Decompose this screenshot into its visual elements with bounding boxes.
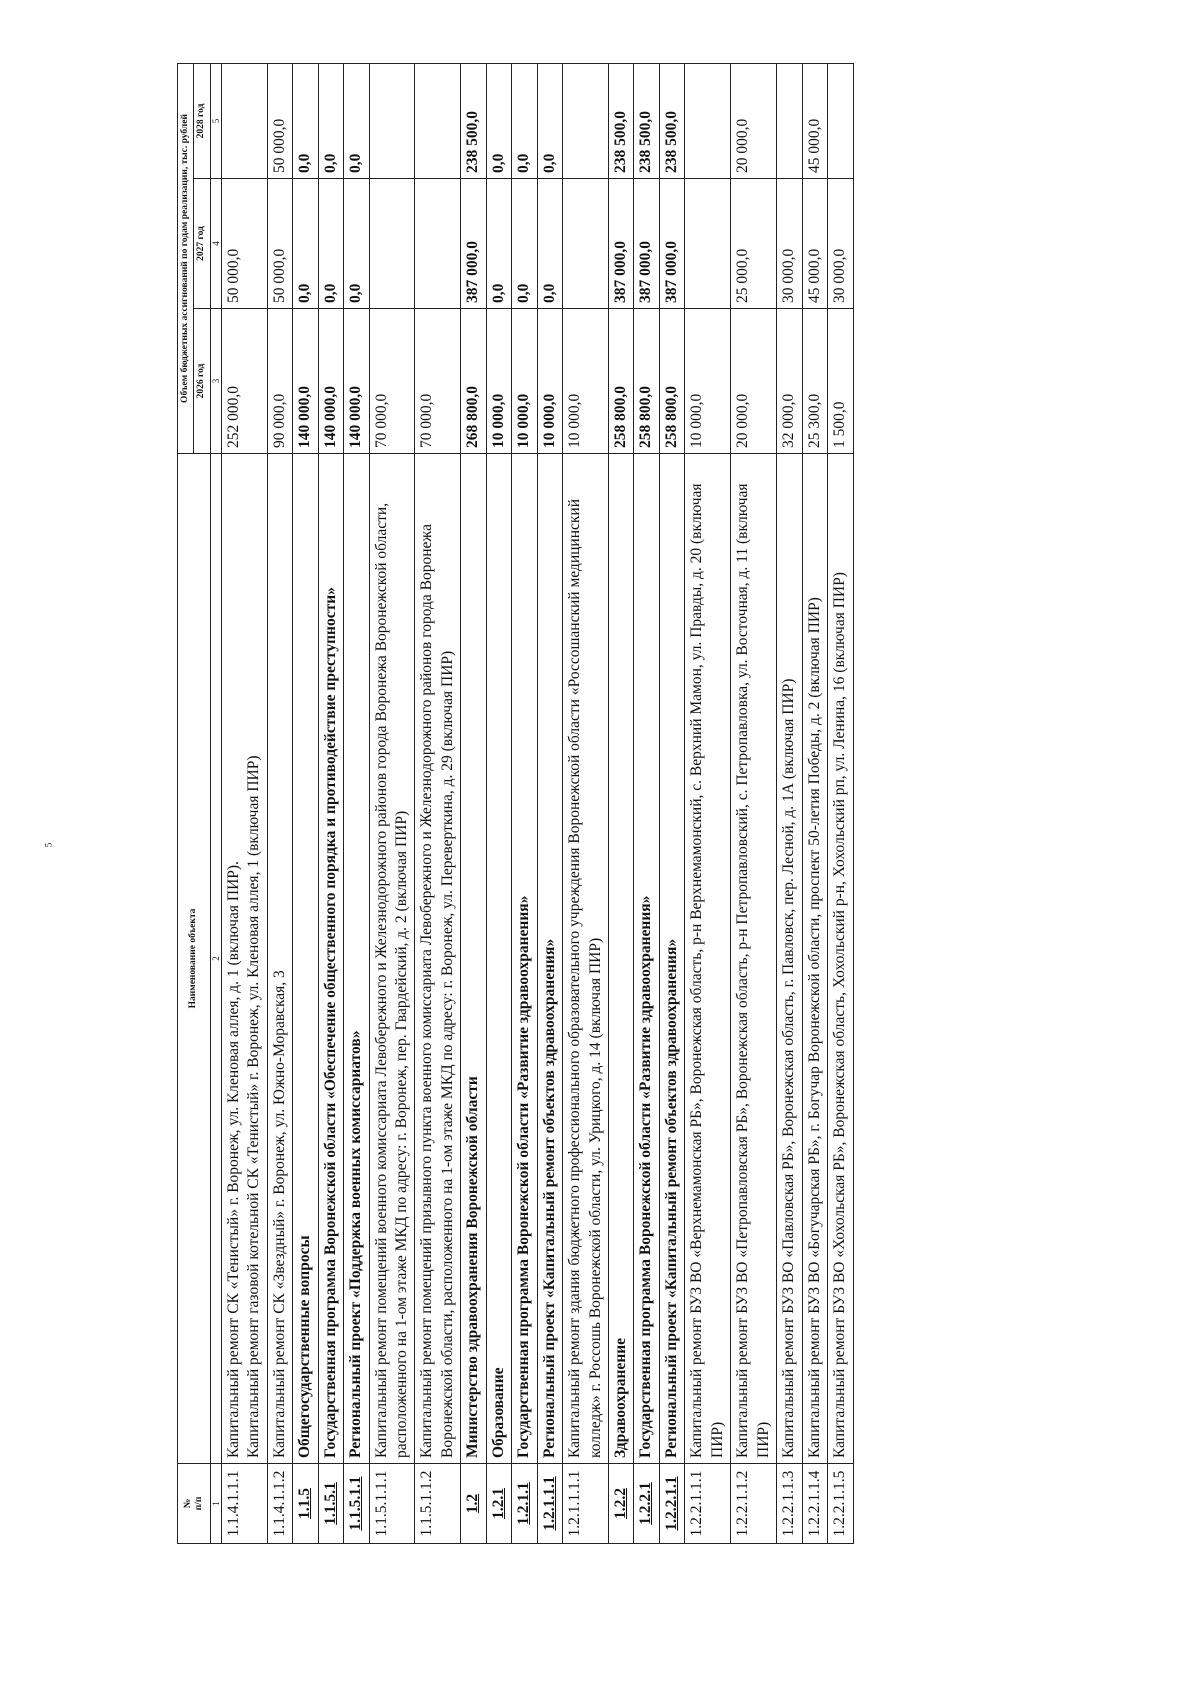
- value-2028: [685, 63, 731, 178]
- value-2026: 10 000,0: [512, 309, 537, 454]
- page-number: 5: [43, 842, 54, 848]
- column-number: 4: [210, 179, 221, 309]
- table-row: [609, 63, 634, 1543]
- row-name: Государственная программа Воронежской области «Развитие здравоохранения»: [512, 454, 537, 1464]
- table-row: [369, 63, 415, 1543]
- budget-table: [177, 63, 854, 1544]
- row-number: 1.2.2.1.1.3: [777, 1464, 802, 1544]
- rotated-table-frame: [177, 64, 1060, 1544]
- value-2028: 0,0: [486, 63, 511, 178]
- row-name: Капитальный ремонт БУЗ ВО «Богучарская РБ», г. Богучар Воронежской области, проспект 50-летия Победы, д. 2 (включая ПИР): [802, 454, 827, 1464]
- row-number: 1.1.5.1.1.1: [369, 1464, 415, 1544]
- header-2028: 2028 год: [194, 63, 210, 178]
- value-2028: 0,0: [293, 63, 318, 178]
- row-name: Региональный проект «Поддержка военных комиссариатов»: [344, 454, 369, 1464]
- row-number: 1.2.2.1: [634, 1464, 659, 1544]
- value-2027: [369, 179, 415, 309]
- value-2026: 258 800,0: [609, 309, 634, 454]
- row-name: Общегосударственные вопросы: [293, 454, 318, 1464]
- value-2026: 252 000,0: [221, 309, 267, 454]
- row-number: 1.2.1.1.1.1: [563, 1464, 609, 1544]
- table-row: [318, 63, 343, 1543]
- value-2028: 50 000,0: [267, 63, 292, 178]
- value-2026: 20 000,0: [731, 309, 777, 454]
- value-2027: 0,0: [486, 179, 511, 309]
- row-number: 1.1.4.1.1.1: [221, 1464, 267, 1544]
- table-row: [777, 63, 802, 1543]
- value-2027: 387 000,0: [634, 179, 659, 309]
- header-2027: 2027 год: [194, 179, 210, 309]
- row-number: 1.2.2: [609, 1464, 634, 1544]
- value-2028: [369, 63, 415, 178]
- value-2027: 0,0: [537, 179, 562, 309]
- value-2027: 0,0: [293, 179, 318, 309]
- table-row: [221, 63, 267, 1543]
- row-name: Капитальный ремонт БУЗ ВО «Петропавловская РБ», Воронежская область, р-н Петропавловский, с. Петропавловка, ул. Восточная, д. 11 (включая ПИР): [731, 454, 777, 1464]
- row-number: 1.2.2.1.1.5: [828, 1464, 853, 1544]
- value-2026: 25 300,0: [802, 309, 827, 454]
- table-row: [828, 63, 853, 1543]
- value-2027: 387 000,0: [609, 179, 634, 309]
- table-row: [685, 63, 731, 1543]
- row-number: 1.2.1: [486, 1464, 511, 1544]
- value-2026: 258 800,0: [659, 309, 684, 454]
- row-name: Капитальный ремонт БУЗ ВО «Хохольская РБ», Воронежская область, Хохольский р-н, Хохольский рп, ул. Ленина, 16 (включая ПИР): [828, 454, 853, 1464]
- value-2026: 10 000,0: [537, 309, 562, 454]
- header-name: Наименование объекта: [178, 454, 211, 1464]
- value-2028: 238 500,0: [659, 63, 684, 178]
- row-name: Капитальный ремонт БУЗ ВО «Павловская РБ», Воронежская область, г. Павловск, пер. Лесной, д. 1А (включая ПИР): [777, 454, 802, 1464]
- value-2027: [415, 179, 461, 309]
- value-2026: 10 000,0: [486, 309, 511, 454]
- column-number: 2: [210, 454, 221, 1464]
- row-number: 1.1.5.1.1: [344, 1464, 369, 1544]
- row-name: Министерство здравоохранения Воронежской области: [461, 454, 486, 1464]
- row-number: 1.2.1.1: [512, 1464, 537, 1544]
- value-2027: 25 000,0: [731, 179, 777, 309]
- value-2028: 0,0: [512, 63, 537, 178]
- value-2028: 238 500,0: [461, 63, 486, 178]
- value-2028: 45 000,0: [802, 63, 827, 178]
- row-number: 1.1.5.1: [318, 1464, 343, 1544]
- value-2027: 0,0: [318, 179, 343, 309]
- table-row: [344, 63, 369, 1543]
- table-row: [563, 63, 609, 1543]
- value-2027: [685, 179, 731, 309]
- header-num: № п/п: [178, 1464, 211, 1544]
- row-name: Капитальный ремонт помещений призывного пункта военного комиссариата Левобережного и Железнодорожного районов города Воронежа Воронежской области, расположенного на 1-ом этаже МКД по адресу: г. Воронеж, ул. Переверткина, д. 29 (включая ПИР): [415, 454, 461, 1464]
- table-body: [221, 63, 853, 1543]
- row-number: 1.2.2.1.1.2: [731, 1464, 777, 1544]
- value-2027: 0,0: [512, 179, 537, 309]
- value-2027: [563, 179, 609, 309]
- value-2027: 45 000,0: [802, 179, 827, 309]
- row-name: Капитальный ремонт БУЗ ВО «Верхнемамонская РБ», Воронежская область, р-н Верхнемамонский, с. Верхний Мамон, ул. Правды, д. 20 (включая ПИР): [685, 454, 731, 1464]
- row-name: Региональный проект «Капитальный ремонт объектов здравоохранения»: [659, 454, 684, 1464]
- value-2028: 238 500,0: [634, 63, 659, 178]
- row-name: Капитальный ремонт помещений военного комиссариата Левобережного и Железнодорожного районов города Воронежа Воронежской области, расположенного на 1-ом этаже МКД по адресу: г. Воронеж, пер. Гвардейский, д. 2 (включая ПИР): [369, 454, 415, 1464]
- row-name: Государственная программа Воронежской области «Развитие здравоохранения»: [634, 454, 659, 1464]
- value-2028: 0,0: [318, 63, 343, 178]
- row-number: 1.2: [461, 1464, 486, 1544]
- value-2028: 0,0: [537, 63, 562, 178]
- row-name: Региональный проект «Капитальный ремонт объектов здравоохранения»: [537, 454, 562, 1464]
- value-2028: [777, 63, 802, 178]
- table-row: [659, 63, 684, 1543]
- column-number: 3: [210, 309, 221, 454]
- row-name: Государственная программа Воронежской области «Обеспечение общественного порядка и противодействие преступности»: [318, 454, 343, 1464]
- value-2026: 90 000,0: [267, 309, 292, 454]
- value-2028: [415, 63, 461, 178]
- value-2026: 10 000,0: [563, 309, 609, 454]
- value-2028: [221, 63, 267, 178]
- value-2027: 387 000,0: [461, 179, 486, 309]
- value-2026: 1 500,0: [828, 309, 853, 454]
- value-2028: 238 500,0: [609, 63, 634, 178]
- value-2028: 0,0: [344, 63, 369, 178]
- header-volume: Объем бюджетных ассигнований по годам реализации, тыс. рублей: [178, 63, 194, 453]
- table-row: [415, 63, 461, 1543]
- value-2026: 258 800,0: [634, 309, 659, 454]
- value-2026: 70 000,0: [369, 309, 415, 454]
- row-number: 1.1.5: [293, 1464, 318, 1544]
- value-2027: 387 000,0: [659, 179, 684, 309]
- table-row: [486, 63, 511, 1543]
- row-number: 1.2.2.1.1: [659, 1464, 684, 1544]
- value-2027: 30 000,0: [828, 179, 853, 309]
- row-name: Капитальный ремонт здания бюджетного профессионального образовательного учреждения Воронежской области «Россошанский медицинский колледж» г. Россошь Воронежской области, ул. Урицкого, д. 14 (включая ПИР): [563, 454, 609, 1464]
- row-number: 1.2.2.1.1.4: [802, 1464, 827, 1544]
- value-2026: 140 000,0: [318, 309, 343, 454]
- value-2028: 20 000,0: [731, 63, 777, 178]
- row-name: Образование: [486, 454, 511, 1464]
- value-2026: 268 800,0: [461, 309, 486, 454]
- row-name: Капитальный ремонт СК «Звездный» г. Воронеж, ул. Южно-Моравская, 3: [267, 454, 292, 1464]
- table-row: [512, 63, 537, 1543]
- table-row: [634, 63, 659, 1543]
- value-2027: 0,0: [344, 179, 369, 309]
- row-name: Здравоохранение: [609, 454, 634, 1464]
- value-2026: 70 000,0: [415, 309, 461, 454]
- header-2026: 2026 год: [194, 309, 210, 454]
- table-row: [731, 63, 777, 1543]
- table-row: [267, 63, 292, 1543]
- table-row: [461, 63, 486, 1543]
- value-2028: [563, 63, 609, 178]
- row-number: 1.2.2.1.1.1: [685, 1464, 731, 1544]
- column-number-row: [210, 63, 221, 1543]
- value-2028: [828, 63, 853, 178]
- value-2026: 10 000,0: [685, 309, 731, 454]
- row-number: 1.2.1.1.1: [537, 1464, 562, 1544]
- value-2027: 50 000,0: [267, 179, 292, 309]
- value-2027: 50 000,0: [221, 179, 267, 309]
- value-2026: 140 000,0: [293, 309, 318, 454]
- table-row: [802, 63, 827, 1543]
- value-2026: 140 000,0: [344, 309, 369, 454]
- table-row: [537, 63, 562, 1543]
- table-row: [293, 63, 318, 1543]
- row-name: Капитальный ремонт СК «Тенистый» г. Воронеж, ул. Кленовая аллея, д. 1 (включая ПИР). Капитальный ремонт газовой котельной СК «Тенистый» г. Воронеж, ул. Кленовая аллея, 1 (включая ПИР): [221, 454, 267, 1464]
- value-2026: 32 000,0: [777, 309, 802, 454]
- column-number: 5: [210, 63, 221, 178]
- value-2027: 30 000,0: [777, 179, 802, 309]
- column-number: 1: [210, 1464, 221, 1544]
- row-number: 1.1.5.1.1.2: [415, 1464, 461, 1544]
- row-number: 1.1.4.1.1.2: [267, 1464, 292, 1544]
